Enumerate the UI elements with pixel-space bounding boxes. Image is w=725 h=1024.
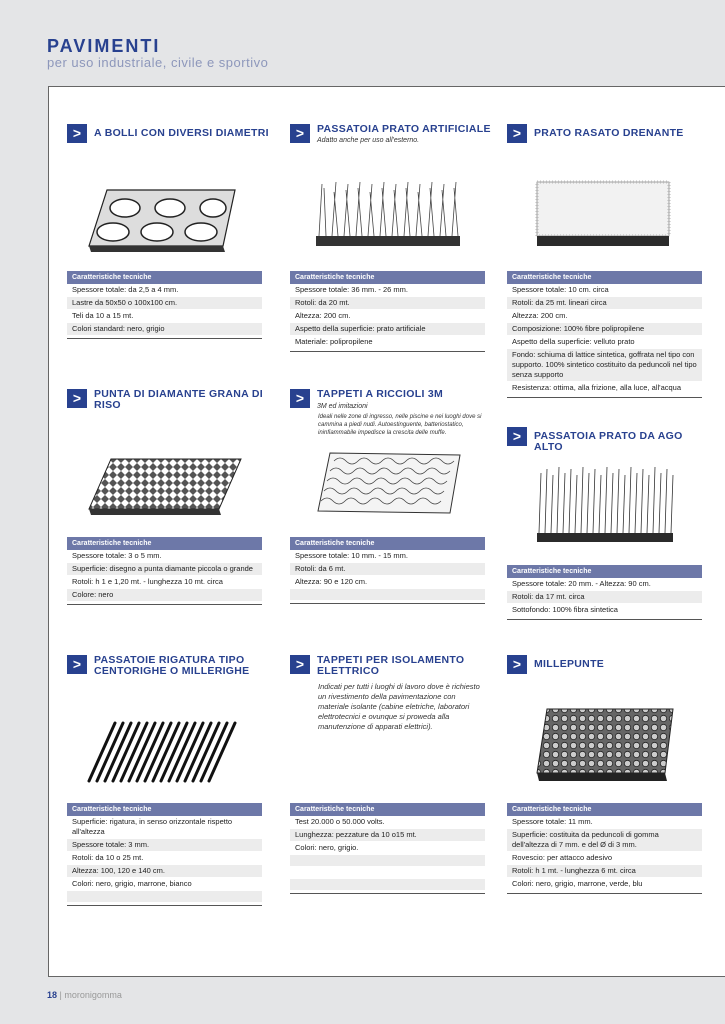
spec-row: Altezza: 100, 120 e 140 cm. (67, 865, 262, 878)
spec-row: Composizione: 100% fibre polipropilene (507, 323, 702, 336)
spec-row (67, 891, 262, 903)
spec-row: Aspetto della superficie: velluto prato (507, 336, 702, 349)
artificial-grass-image (314, 174, 464, 254)
product-prato-rasato (507, 124, 702, 392)
drainage-turf-image (533, 178, 673, 254)
ribbed-runner-image (85, 717, 245, 787)
spec-row (290, 867, 485, 879)
spec-row: Superficie: disegno a punta diamante piccola o grande (67, 563, 262, 576)
arrow-icon: > (507, 427, 527, 446)
arrow-icon: > (507, 655, 527, 674)
product-rigatura (67, 654, 262, 888)
spec-row: Rotoli: da 25 mt. lineari circa (507, 297, 702, 310)
product-title: TAPPETI PER ISOLAMENTO ELETTRICO (317, 654, 465, 677)
spec-header: Caratteristiche tecniche (290, 271, 485, 284)
vinyl-loop-mat-image (314, 449, 464, 521)
spec-header: Caratteristiche tecniche (507, 803, 702, 816)
spec-row: Sottofondo: 100% fibra sintetica (507, 604, 702, 617)
spec-header: Caratteristiche tecniche (507, 565, 702, 578)
page-subtitle: per uso industriale, civile e sportivo (47, 55, 269, 70)
spec-row: Colori: nero, grigio. (290, 842, 485, 855)
product-description: Ideali nelle zone di ingresso, nelle piscine e nei luoghi dove si cammina a piedi nudi. Autoestinguente, batteriostatico, ininfiammabile impedisce la crescita delle muffe. (318, 414, 482, 436)
product-isolamento-elettrico (290, 654, 485, 852)
product-note: Adatto anche per uso all'esterno. (317, 137, 420, 144)
spec-row: Lunghezza: pezzature da 10 o15 mt. (290, 829, 485, 842)
spec-header: Caratteristiche tecniche (67, 803, 262, 816)
spec-row: Superficie: rigatura, in senso orizzontale rispetto all'altezza (67, 816, 262, 839)
spec-row: Spessore totale: da 2,5 a 4 mm. (67, 284, 262, 297)
rubber-coin-mat-image (85, 186, 245, 256)
spec-table (507, 803, 702, 894)
studded-mat-image (533, 705, 678, 789)
spec-row: Altezza: 200 cm. (290, 310, 485, 323)
spec-row: Altezza: 200 cm. (507, 310, 702, 323)
spec-row: Spessore totale: 3 o 5 mm. (67, 550, 262, 563)
spec-header: Caratteristiche tecniche (67, 271, 262, 284)
spec-row: Rotoli: h 1 mt. - lunghezza 6 mt. circa (507, 865, 702, 878)
arrow-icon: > (290, 389, 310, 408)
spec-row: Superficie: costituita da peduncoli di gomma dell'altezza di 7 mm. e del Ø di 3 mm. (507, 829, 702, 852)
product-punta-diamante (67, 388, 263, 599)
product-title: PASSATOIA PRATO ARTIFICIALE (317, 123, 491, 135)
page-footer (47, 990, 122, 1000)
diamond-plate-mat-image (85, 455, 245, 519)
spec-row: Colori: nero, grigio, marrone, bianco (67, 878, 262, 891)
spec-table (290, 537, 485, 604)
spec-row: Rotoli: da 6 mt. (290, 563, 485, 576)
spec-table (67, 271, 262, 339)
product-note: 3M ed imitazioni (317, 403, 368, 410)
spec-row: Rotoli: da 17 mt. circa (507, 591, 702, 604)
spec-row: Test 20.000 o 50.000 volts. (290, 816, 485, 829)
product-millepunte (507, 655, 702, 888)
product-riccioli-3m (290, 388, 485, 586)
brand-name: | moronigomma (59, 990, 122, 1000)
spec-row: Spessore totale: 11 mm. (507, 816, 702, 829)
page-title: PAVIMENTI (47, 36, 161, 56)
product-title: PASSATOIE RIGATURA TIPO CENTORIGHE O MILLERIGHE (94, 654, 250, 677)
product-title: PASSATOIA PRATO DA AGO ALTO (534, 430, 683, 453)
spec-table (507, 565, 702, 620)
spec-row: Colore: nero (67, 589, 262, 602)
spec-header: Caratteristiche tecniche (290, 537, 485, 550)
spec-row: Resistenza: ottima, alla frizione, alla luce, all'acqua (507, 382, 702, 395)
product-title: PUNTA DI DIAMANTE GRANA DI RISO (94, 388, 263, 411)
product-description: Indicati per tutti i luoghi di lavoro dove è richiesto un rivestimento della pavimentazione con materiale isolante (cabine eletriche, laboratori elettrotecnici e ovunque si proweda alla manutenzione di apparati elettrici). (318, 682, 480, 731)
spec-row (290, 879, 485, 891)
spec-row: Spessore totale: 36 mm. - 26 mm. (290, 284, 485, 297)
spec-table (290, 803, 485, 894)
product-title: PRATO RASATO DRENANTE (534, 127, 684, 139)
product-title: TAPPETI A RICCIOLI 3M (317, 388, 444, 400)
spec-row: Rotoli: da 10 o 25 mt. (67, 852, 262, 865)
spec-row: Aspetto della superficie: prato artificiale (290, 323, 485, 336)
arrow-icon: > (290, 655, 310, 674)
spec-row: Materiale: polipropilene (290, 336, 485, 349)
spec-row: Rovescio: per attacco adesivo (507, 852, 702, 865)
arrow-icon: > (67, 124, 87, 143)
spec-header: Caratteristiche tecniche (290, 803, 485, 816)
spec-header: Caratteristiche tecniche (67, 537, 262, 550)
spec-row: Spessore totale: 20 mm. - Altezza: 90 cm. (507, 578, 702, 591)
spec-row: Teli da 10 a 15 mt. (67, 310, 262, 323)
product-bolli (67, 124, 269, 333)
arrow-icon: > (290, 124, 310, 143)
spec-row: Rotoli: h 1 e 1,20 mt. - lunghezza 10 mt. circa (67, 576, 262, 589)
spec-header: Caratteristiche tecniche (507, 271, 702, 284)
page-number: 18 (47, 990, 58, 1000)
spec-row (290, 589, 485, 601)
arrow-icon: > (67, 389, 87, 408)
spec-row: Spessore totale: 10 cm. circa (507, 284, 702, 297)
spec-row: Fondo: schiuma di lattice sintetica, goffrata nel tipo con supporto. 100% sintetico costituito da peduncoli nel tipo senza supporto (507, 349, 702, 382)
arrow-icon: > (507, 124, 527, 143)
spec-row: Spessore totale: 10 mm. - 15 mm. (290, 550, 485, 563)
product-title: A BOLLI CON DIVERSI DIAMETRI (94, 127, 269, 139)
spec-row: Colori standard: nero, grigio (67, 323, 262, 336)
spec-row (290, 855, 485, 867)
high-pile-mat-image (533, 461, 678, 549)
product-prato-ago-alto (507, 427, 702, 614)
arrow-icon: > (67, 655, 87, 674)
spec-row: Colori: nero, grigio, marrone, verde, blu (507, 878, 702, 891)
product-prato-artificiale (290, 123, 491, 346)
spec-table (290, 271, 485, 352)
spec-row: Spessore totale: 3 mm. (67, 839, 262, 852)
spec-table (507, 271, 702, 398)
spec-table (67, 537, 262, 605)
product-title: MILLEPUNTE (534, 658, 605, 670)
spec-row: Rotoli: da 20 mt. (290, 297, 485, 310)
spec-row: Lastre da 50x50 o 100x100 cm. (67, 297, 262, 310)
spec-row: Altezza: 90 e 120 cm. (290, 576, 485, 589)
spec-table (67, 803, 262, 906)
